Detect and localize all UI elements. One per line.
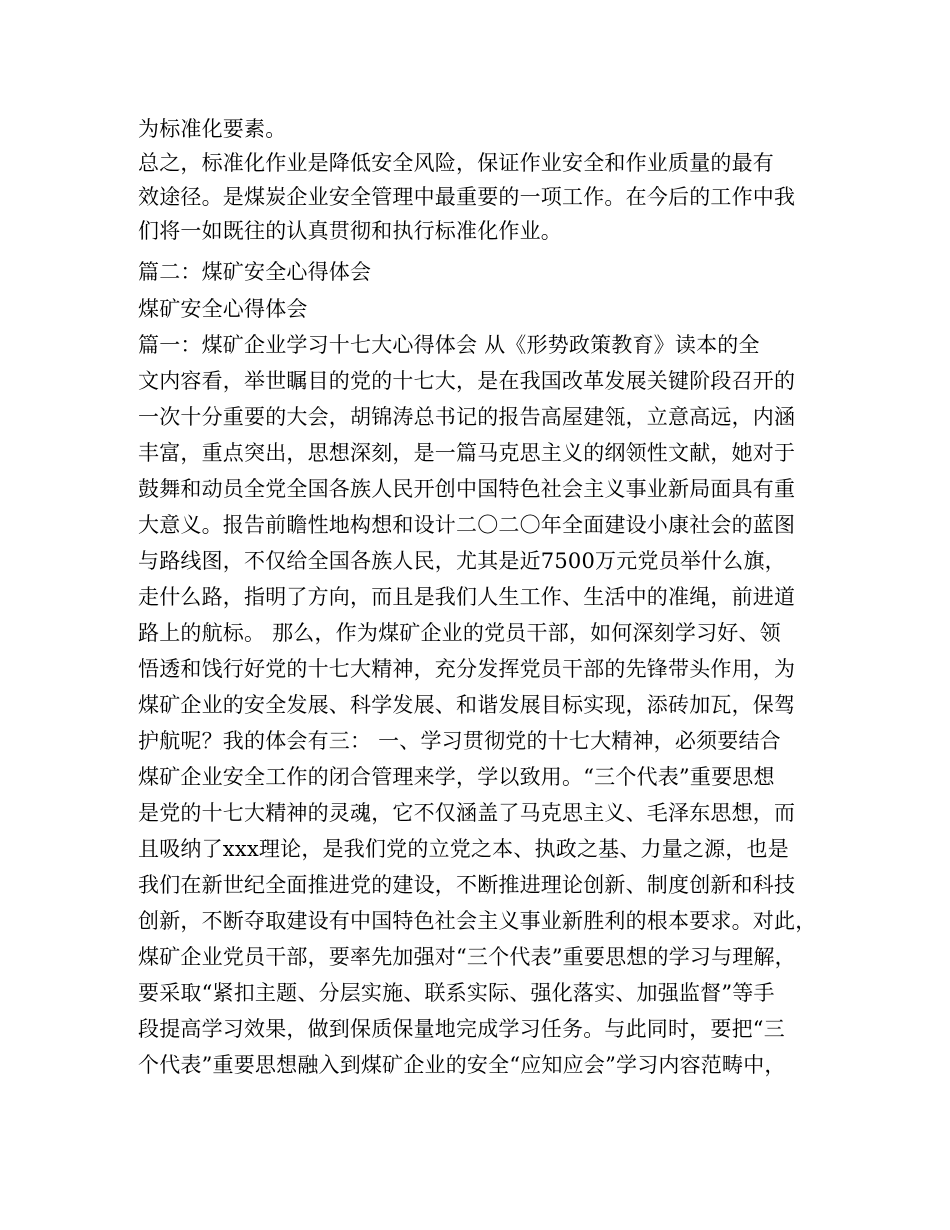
text-line: 丰富，重点突出，思想深刻，是一篇马克思主义的纲领性文献，她对于 [138, 441, 796, 465]
text-line: 创新，不断夺取建设有中国特色社会主义事业新胜利的根本要求。对此， [138, 909, 817, 933]
text-line: 大意义。报告前瞻性地构想和设计二〇二〇年全面建设小康社会的蓝图 [138, 513, 796, 537]
text-line: 为标准化要素。 [138, 117, 287, 141]
text-line: 鼓舞和动员全党全国各族人民开创中国特色社会主义事业新局面具有重 [138, 477, 796, 501]
text-line: 要采取“紧扣主题、分层实施、联系实际、强化落实、加强监督”等手 [138, 981, 775, 1005]
text-line: 是党的十七大精神的灵魂，它不仅涵盖了马克思主义、毛泽东思想，而 [138, 801, 796, 825]
text-line: 我们在新世纪全面推进党的建设，不断推进理论创新、制度创新和科技 [138, 873, 796, 897]
text-line: 一次十分重要的大会，胡锦涛总书记的报告高屋建瓴，立意高远，内涵 [138, 405, 796, 429]
text-line: 护航呢？我的体会有三： 一、学习贯彻党的十七大精神，必须要结合 [138, 729, 781, 753]
text-line: 走什么路，指明了方向，而且是我们人生工作、生活中的准绳，前进道 [138, 585, 796, 609]
text-line: 个代表”重要思想融入到煤矿企业的安全“应知应会”学习内容范畴中， [138, 1053, 786, 1077]
text-line: 与路线图，不仅给全国各族人民，尤其是近7500万元党员举什么旗， [138, 549, 786, 573]
text-line: 煤矿企业的安全发展、科学发展、和谐发展目标实现，添砖加瓦，保驾 [138, 693, 796, 717]
text-line: 篇一：煤矿企业学习十七大心得体会 从《形势政策教育》读本的全 [138, 333, 760, 357]
text-line: 段提高学习效果，做到保质保量地完成学习任务。与此同时，要把“三 [138, 1017, 785, 1041]
section-heading: 篇二：煤矿安全心得体会 [138, 260, 372, 284]
text-line: 们将一如既往的认真贯彻和执行标准化作业。 [138, 219, 562, 243]
text-line: 且吸纳了xxx理论，是我们党的立党之本、执政之基、力量之源，也是 [138, 837, 789, 861]
text-line: 效途径。是煤炭企业安全管理中最重要的一项工作。在今后的工作中我 [138, 185, 796, 209]
text-line: 文内容看，举世瞩目的党的十七大，是在我国改革发展关键阶段召开的 [138, 369, 796, 393]
text-line: 煤矿企业党员干部，要率先加强对“三个代表”重要思想的学习与理解， [138, 945, 796, 969]
subtitle: 煤矿安全心得体会 [138, 297, 308, 321]
text-line: 悟透和饯行好党的十七大精神，充分发挥党员干部的先锋带头作用，为 [138, 657, 796, 681]
text-line: 总之，标准化作业是降低安全风险，保证作业安全和作业质量的最有 [138, 151, 774, 175]
text-line: 煤矿企业安全工作的闭合管理来学，学以致用。“三个代表”重要思想 [138, 765, 775, 789]
text-line: 路上的航标。 那么，作为煤矿企业的党员干部，如何深刻学习好、领 [138, 621, 781, 645]
